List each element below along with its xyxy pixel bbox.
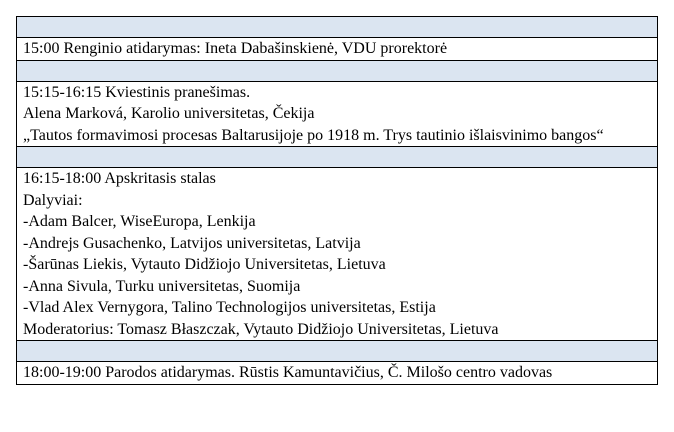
program-cell [17,81,658,147]
program-line: 15:00 Renginio atidarymas: Ineta Dabašinskienė, VDU prorektorė [23,40,448,57]
program-row-exhibition [17,362,658,385]
program-line: 16:15-18:00 Apskritasis stalas [23,170,216,187]
participant-line: -Adam Balcer, WiseEuropa, Lenkija [23,213,256,230]
participant-line: -Anna Sivula, Turku universitetas, Suomija [23,277,301,295]
program-line: Dalyviai: [23,191,83,209]
spacer-cell [17,147,658,168]
spacer-row [17,341,658,362]
spacer-row [17,60,658,81]
moderator-line: Moderatorius: Tomasz Błaszczak, Vytauto Didžiojo Universitetas, Lietuva [23,320,499,338]
program-line: 15:15-16:15 Kviestinis pranešimas. [23,83,251,101]
program-row-keynote [17,81,658,147]
program-line-title: „Tautos formavimosi procesas Baltarusijoje po 1918 m. Trys tautinio išlaisvinimo bangos“ [23,126,604,144]
program-cell [17,38,658,61]
participant-line: -Andrejs Gusachenko, Latvijos universitetas, Latvija [23,234,361,252]
participant-line: -Šarūnas Liekis, Vytauto Didžiojo Universitetas, Lietuva [23,256,386,273]
participant-line: -Vlad Alex Vernygora, Talino Technologijos universitetas, Estija [23,299,436,316]
program-cell [17,362,658,385]
program-cell [17,168,658,341]
spacer-row [17,147,658,168]
program-line: Alena Marková, Karolio universitetas, Čekija [23,105,315,122]
program-table [16,16,658,385]
program-row-round-table [17,168,658,341]
spacer-cell [17,341,658,362]
spacer-row [17,17,658,38]
spacer-cell [17,17,658,38]
program-row-opening [17,38,658,61]
program-line: 18:00-19:00 Parodos atidarymas. Rūstis Kamuntavičius, Č. Milošo centro vadovas [23,364,553,381]
spacer-cell [17,60,658,81]
